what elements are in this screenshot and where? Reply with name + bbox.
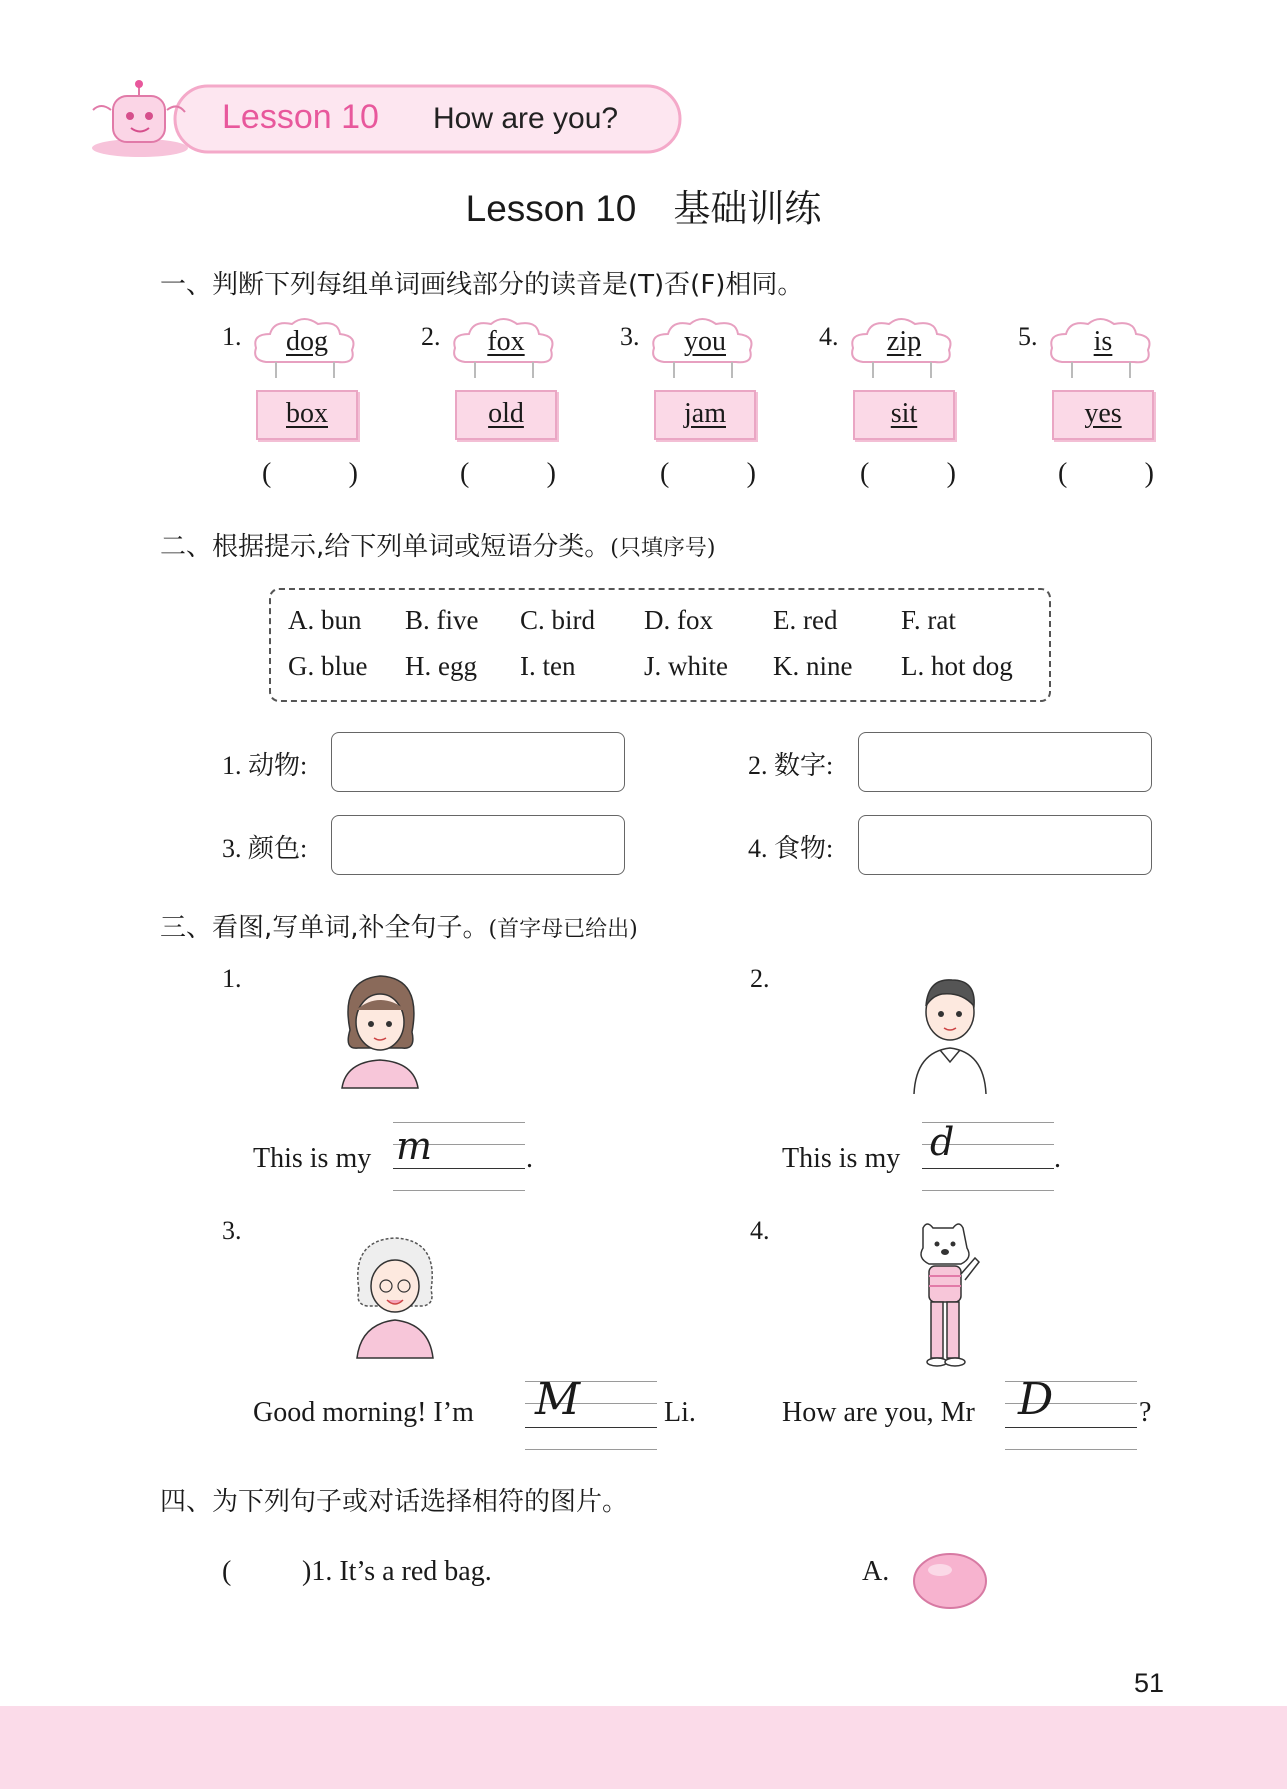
option-item: J. white (644, 651, 728, 681)
s1-answer-paren[interactable]: ( ) (262, 458, 358, 489)
s3-sentence-after: . (526, 1143, 533, 1174)
s1-bottom-word: box (286, 398, 328, 429)
pink-ball-icon (910, 1548, 990, 1614)
header-lesson-title: How are you? (433, 102, 619, 135)
header-lesson-label: Lesson 10 (222, 98, 379, 136)
mother-illustration-icon (330, 970, 430, 1090)
s3-item-number: 1. (222, 964, 242, 993)
given-first-letter: M (535, 1374, 581, 1425)
s1-item-number: 5. (1018, 322, 1038, 351)
dog-character-illustration-icon (905, 1218, 985, 1368)
option-item: L. hot dog (901, 651, 1013, 681)
section4-heading: 四、为下列句子或对话选择相符的图片。 (160, 1487, 629, 1517)
option-item: D. fox (644, 605, 713, 635)
answer-box-numbers[interactable] (858, 732, 1152, 792)
s3-sentence-before: Good morning! I’m (253, 1397, 474, 1428)
option-item: H. egg (405, 651, 477, 681)
s1-top-word: dog (286, 326, 328, 357)
s3-sentence-before: This is my (782, 1143, 901, 1174)
s1-top-word: you (684, 326, 726, 357)
s4-option-label: A. (862, 1556, 890, 1587)
s1-item-number: 1. (222, 322, 242, 351)
s1-bottom-word: yes (1084, 398, 1122, 429)
s4-answer-paren[interactable]: ( (222, 1556, 232, 1587)
s1-bottom-word: sit (890, 398, 918, 429)
father-illustration-icon (900, 970, 1000, 1095)
footer-band (0, 1706, 1287, 1789)
given-first-letter: D (1018, 1374, 1054, 1425)
s3-sentence-after: . (1054, 1143, 1061, 1174)
s1-item-number: 2. (421, 322, 441, 351)
s1-item-number: 4. (819, 322, 839, 351)
s1-answer-paren[interactable]: ( ) (1058, 458, 1154, 489)
s3-item-number: 2. (750, 964, 770, 993)
section2-heading: 二、根据提示,给下列单词或短语分类。(只填序号) (160, 532, 716, 562)
s1-top-word: zip (886, 326, 922, 357)
s1-bottom-word: old (488, 398, 524, 429)
s3-sentence-before: This is my (253, 1143, 372, 1174)
s4-item-text: )1. It’s a red bag. (302, 1556, 492, 1587)
s1-bottom-word: jam (684, 398, 726, 429)
s1-answer-paren[interactable]: ( ) (860, 458, 956, 489)
answer-box-food[interactable] (858, 815, 1152, 875)
answer-box-colors[interactable] (331, 815, 625, 875)
s1-answer-paren[interactable]: ( ) (460, 458, 556, 489)
option-item: K. nine (773, 651, 853, 681)
option-item: B. five (405, 605, 479, 635)
option-item: I. ten (520, 651, 576, 681)
category-label-colors: 3. 颜色: (222, 834, 308, 863)
s3-sentence-after: Li. (664, 1397, 696, 1428)
given-first-letter: d (930, 1120, 955, 1164)
section1-heading: 一、判断下列每组单词画线部分的读音是(T)否(F)相同。 (160, 270, 804, 300)
given-first-letter: m (396, 1124, 433, 1168)
s3-item-number: 4. (750, 1216, 770, 1245)
answer-box-animals[interactable] (331, 732, 625, 792)
option-item: A. bun (288, 605, 362, 635)
category-label-animals: 1. 动物: (222, 751, 308, 780)
s3-sentence-before: How are you, Mr (782, 1397, 975, 1428)
s3-sentence-after: ? (1139, 1397, 1152, 1428)
page-title: Lesson 10 基础训练 (465, 188, 822, 229)
option-item: F. rat (901, 605, 956, 635)
s1-top-word: fox (487, 326, 525, 357)
category-label-food: 4. 食物: (748, 834, 834, 863)
category-label-numbers: 2. 数字: (748, 751, 834, 780)
s1-item-number: 3. (620, 322, 640, 351)
section3-heading: 三、看图,写单词,补全句子。(首字母已给出) (160, 913, 638, 943)
option-item: G. blue (288, 651, 368, 681)
s1-top-word: is (1093, 326, 1113, 357)
option-item: E. red (773, 605, 838, 635)
s1-answer-paren[interactable]: ( ) (660, 458, 756, 489)
option-item: C. bird (520, 605, 596, 635)
page-number: 51 (1134, 1668, 1165, 1698)
grandmother-illustration-icon (345, 1230, 445, 1360)
s3-item-number: 3. (222, 1216, 242, 1245)
